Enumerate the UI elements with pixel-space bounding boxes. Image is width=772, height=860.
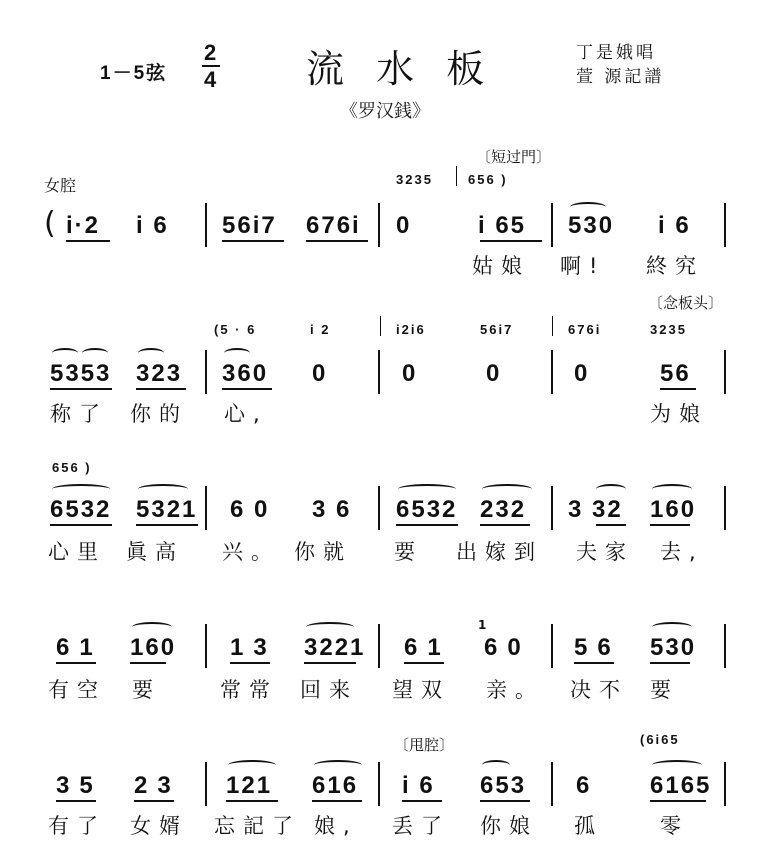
page-title: 流 水 板 xyxy=(306,47,495,91)
barline xyxy=(724,624,726,668)
lyric: 有了 xyxy=(48,814,106,838)
slur xyxy=(570,202,606,212)
lyric: 为娘 xyxy=(650,402,708,426)
note-group: 160 xyxy=(130,634,177,661)
note-group: 6165 xyxy=(650,772,712,799)
note-group: 13 xyxy=(230,634,277,661)
underline xyxy=(304,662,356,664)
voice-part-label: 女腔 xyxy=(44,176,77,195)
lyric: 兴。 xyxy=(222,540,280,564)
lyric: 啊! xyxy=(560,254,606,278)
note-group: 530 xyxy=(568,212,615,239)
underline xyxy=(404,662,444,664)
note-group: 5321 xyxy=(136,496,198,523)
underline xyxy=(130,662,166,664)
small-notes: i2i6 xyxy=(396,322,426,337)
note-group: 3 6 xyxy=(312,496,352,523)
underline xyxy=(306,240,368,242)
slur xyxy=(482,760,510,770)
note-group: i 65 xyxy=(478,212,527,239)
small-notes: (5 · 6 xyxy=(214,322,257,337)
note-group: 5353 xyxy=(50,360,112,387)
underline xyxy=(56,800,96,802)
lyric: 姑娘 xyxy=(472,254,530,278)
lyric: 常常 xyxy=(220,678,278,702)
slur xyxy=(652,622,692,632)
note-group: 360 xyxy=(222,360,269,387)
note-group: 60 xyxy=(484,634,531,661)
slur xyxy=(652,484,692,494)
note-group: 676i xyxy=(306,212,361,239)
lyric: 要 xyxy=(132,678,161,702)
lyric: 望双 xyxy=(392,678,450,702)
barline xyxy=(378,486,380,530)
underline xyxy=(56,662,96,664)
underline xyxy=(136,524,198,526)
note-group: i·2 xyxy=(66,212,101,239)
annotation-nianbantou: 〔念板头〕 xyxy=(648,294,724,312)
small-barline xyxy=(552,316,553,336)
lyric: 出嫁到 xyxy=(456,540,543,564)
lyric: 忘記了 xyxy=(214,814,301,838)
underline xyxy=(134,800,174,802)
note-group: 6532 xyxy=(396,496,458,523)
note-group: 0 xyxy=(402,360,418,387)
barline xyxy=(205,486,207,530)
lyric: 亲。 xyxy=(486,678,544,702)
small-notes: (6i65 xyxy=(640,732,680,747)
underline xyxy=(574,662,614,664)
note-group: 56 xyxy=(660,360,691,387)
small-barline xyxy=(380,316,381,336)
underline xyxy=(480,800,530,802)
small-notes: 3235 xyxy=(650,322,687,337)
lyric: 你娘 xyxy=(480,814,538,838)
lyric: 零 xyxy=(660,814,689,838)
barline xyxy=(724,762,726,806)
small-notes: 656 ) xyxy=(52,460,92,475)
underline xyxy=(50,524,112,526)
note-group: 6532 xyxy=(50,496,112,523)
note-group: 323 xyxy=(136,360,183,387)
lyric: 女婿 xyxy=(130,814,188,838)
lyric: 心, xyxy=(224,402,268,426)
slur xyxy=(652,760,702,770)
small-notes: 3235 xyxy=(396,172,433,187)
underline xyxy=(480,240,542,242)
note-group: i 6 xyxy=(136,212,169,239)
slur xyxy=(398,484,456,494)
barline xyxy=(205,624,207,668)
slur xyxy=(228,760,276,770)
lyric: 要 xyxy=(394,540,423,564)
small-notes: 56i7 xyxy=(480,322,514,337)
underline xyxy=(402,800,442,802)
recorder-credit: 萱 源記譜 xyxy=(576,67,665,87)
small-notes: 676i xyxy=(568,322,602,337)
barline xyxy=(551,624,553,668)
underline xyxy=(650,800,706,802)
barline xyxy=(551,350,553,394)
note-group: i 6 xyxy=(402,772,435,799)
barline xyxy=(724,486,726,530)
lyric: 有空 xyxy=(48,678,106,702)
lyric: 要 xyxy=(650,678,679,702)
slur xyxy=(138,348,164,358)
slur xyxy=(52,348,78,358)
slur xyxy=(82,348,108,358)
annotation-shuaiqiang: 〔甩腔〕 xyxy=(394,736,455,754)
note-group: 23 xyxy=(134,772,181,799)
barline xyxy=(378,350,380,394)
underline xyxy=(50,388,112,390)
barline xyxy=(205,350,207,394)
note-group: 3221 xyxy=(304,634,366,661)
note-group: 616 xyxy=(312,772,359,799)
lyric: 終究 xyxy=(646,254,704,278)
lyric: 夫家 xyxy=(576,540,634,564)
time-signature-top: 2 xyxy=(204,40,219,65)
underline xyxy=(226,800,278,802)
slur xyxy=(306,622,354,632)
lyric: 决不 xyxy=(570,678,628,702)
note-group: 0 xyxy=(486,360,502,387)
note-group: 530 xyxy=(650,634,697,661)
lyric: 孤 xyxy=(574,814,603,838)
small-notes: i 2 xyxy=(310,322,331,337)
lyric: 去, xyxy=(660,540,704,564)
note-group: 0 xyxy=(312,360,328,387)
slur xyxy=(482,484,532,494)
small-barline xyxy=(456,166,457,186)
underline xyxy=(596,524,626,526)
note-group: 56i7 xyxy=(222,212,277,239)
lyric: 心里 xyxy=(48,540,106,564)
note-group: 121 xyxy=(226,772,273,799)
barline xyxy=(378,203,380,247)
note-group: 56 xyxy=(574,634,621,661)
note-group: 0 xyxy=(396,212,412,239)
string-tuning: 1－5弦 xyxy=(100,63,168,84)
note-group: 653 xyxy=(480,772,527,799)
barline xyxy=(724,350,726,394)
note-group: 160 xyxy=(650,496,697,523)
underline xyxy=(222,388,272,390)
underline xyxy=(650,662,690,664)
lyric: 丢了 xyxy=(392,814,450,838)
note-group: i 6 xyxy=(658,212,691,239)
time-signature-bottom: 4 xyxy=(204,67,219,92)
underline xyxy=(480,524,530,526)
subtitle: 《罗汉銭》 xyxy=(340,101,430,122)
slur xyxy=(224,348,250,358)
underline xyxy=(312,800,362,802)
lyric: 娘, xyxy=(314,814,358,838)
note-group: 61 xyxy=(404,634,451,661)
lyric: 回来 xyxy=(300,678,358,702)
slur xyxy=(132,622,172,632)
barline xyxy=(205,762,207,806)
underline xyxy=(222,240,284,242)
lyric: 你的 xyxy=(130,402,188,426)
note-group: 232 xyxy=(480,496,527,523)
grace-mark: 1 xyxy=(478,618,487,632)
barline xyxy=(378,624,380,668)
annotation-short-interlude: 〔短过門〕 xyxy=(476,148,552,166)
note-group: 3 32 xyxy=(568,496,623,523)
barline xyxy=(724,203,726,247)
barline xyxy=(551,486,553,530)
note-group: 61 xyxy=(56,634,103,661)
underline xyxy=(660,388,696,390)
paren-open: ( xyxy=(44,206,56,241)
underline xyxy=(66,240,110,242)
note-group: 0 xyxy=(574,360,590,387)
note-group: 6 0 xyxy=(230,496,270,523)
barline xyxy=(551,762,553,806)
underline xyxy=(230,662,270,664)
barline xyxy=(551,203,553,247)
small-notes: 656 ) xyxy=(468,172,508,187)
note-group: 6 xyxy=(576,772,592,799)
slur xyxy=(138,484,188,494)
underline xyxy=(396,524,458,526)
lyric: 称了 xyxy=(50,402,108,426)
slur xyxy=(52,484,110,494)
lyric: 你就 xyxy=(294,540,352,564)
barline xyxy=(205,203,207,247)
slur xyxy=(314,760,362,770)
barline xyxy=(378,762,380,806)
note-group: 35 xyxy=(56,772,103,799)
lyric: 眞高 xyxy=(126,540,184,564)
underline xyxy=(136,388,186,390)
singer-credit: 丁是娥唱 xyxy=(576,43,656,63)
underline xyxy=(650,524,690,526)
slur xyxy=(596,484,626,494)
